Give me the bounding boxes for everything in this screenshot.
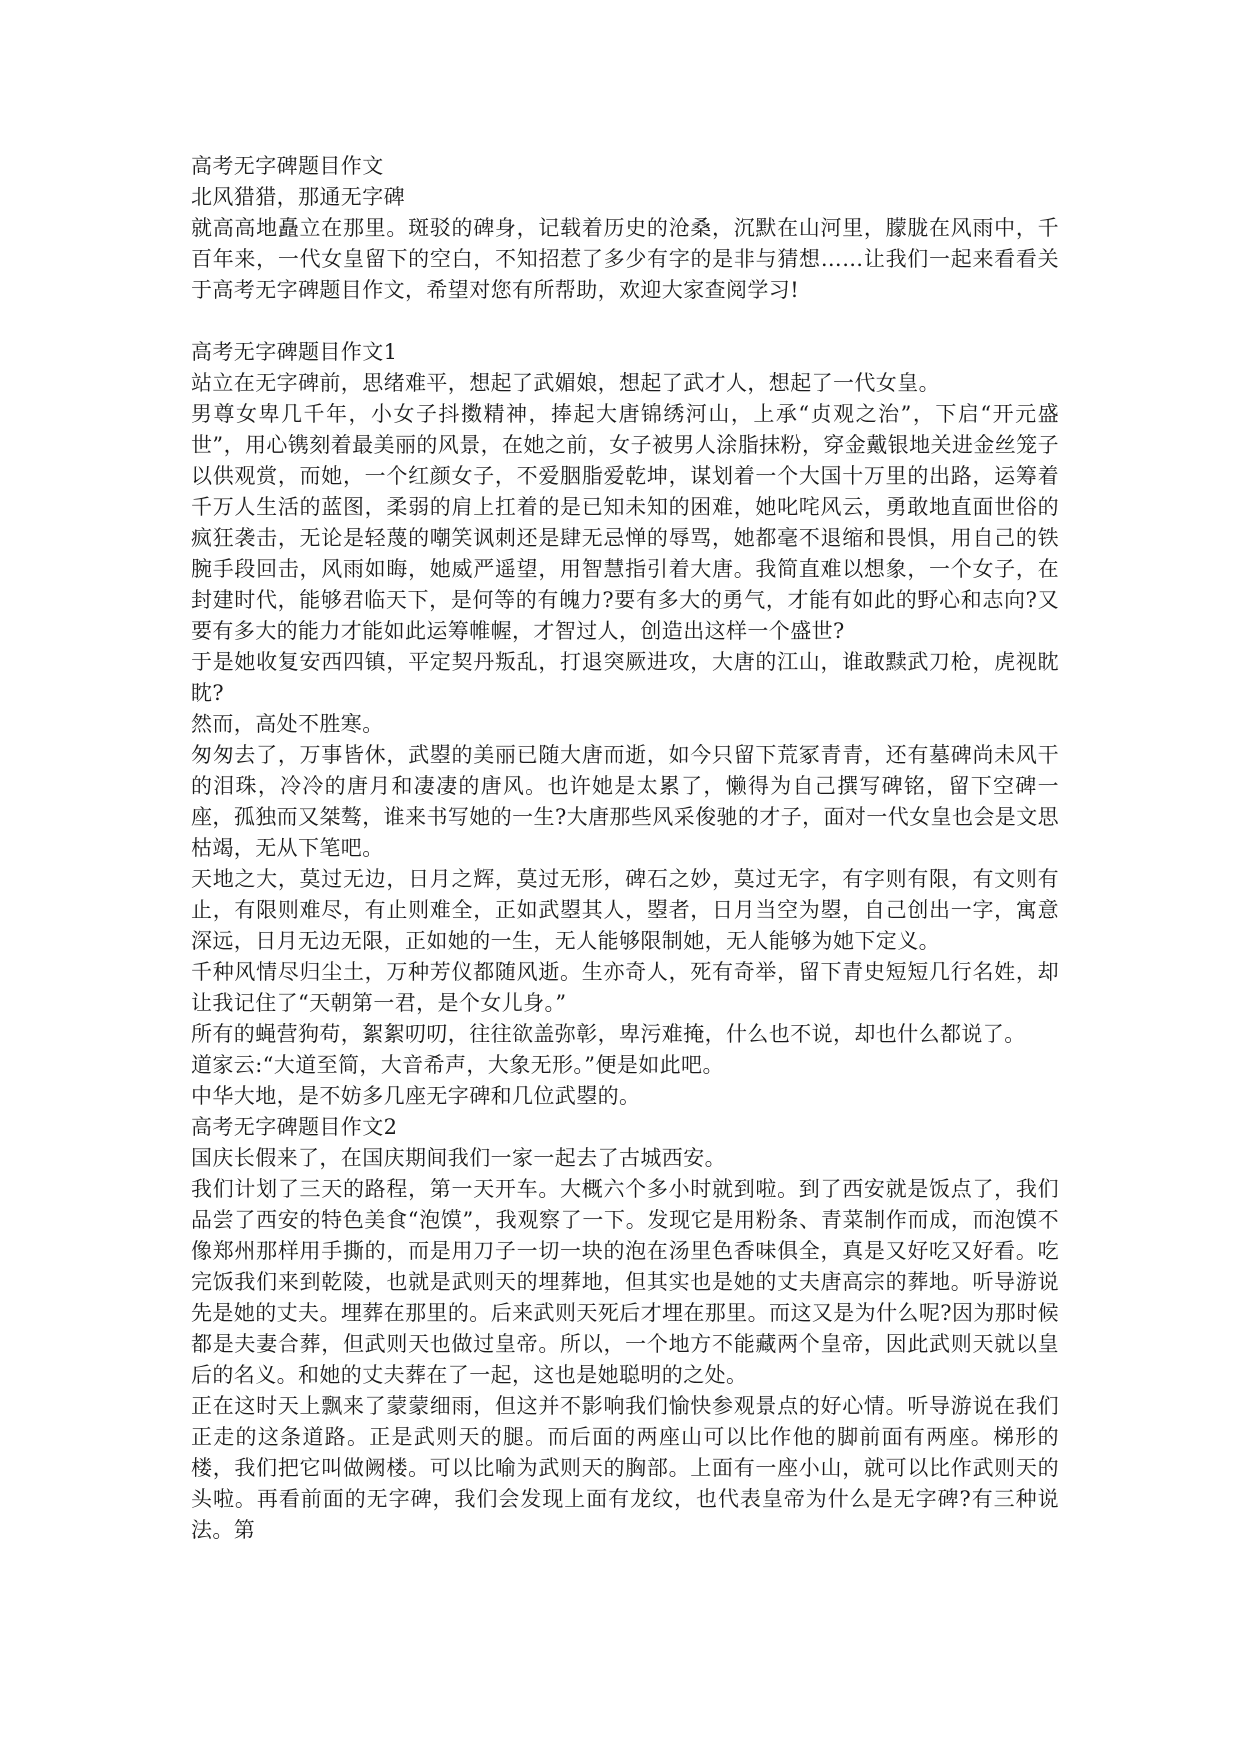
intro-paragraph: 就高高地矗立在那里。斑驳的碑身，记载着历史的沧桑，沉默在山河里，朦胧在风雨中，千百年来，一代女皇留下的空白，不知招惹了多少有字的是非与猜想……让我们一起来看看关于高考无字碑题目作文，希望对您有所帮助，欢迎大家查阅学习!: [191, 216, 1059, 302]
essay-2-paragraph: 正在这时天上飘来了蒙蒙细雨，但这并不影响我们愉快参观景点的好心情。听导游说在我们正走的这条道路。正是武则天的腿。而后面的两座山可以比作他的脚前面有两座。梯形的楼，我们把它叫做阙楼。可以比喻为武则天的胸部。上面有一座小山，就可以比作武则天的头啦。再看前面的无字碑，我们会发现上面有龙纹，也代表皇帝为什么是无字碑?有三种说法。第: [191, 1394, 1059, 1542]
document-subtitle: 北风猎猎，那通无字碑: [191, 185, 405, 209]
essay-1-paragraph: 站立在无字碑前，思绪难平，想起了武媚娘，想起了武才人，想起了一代女皇。: [191, 371, 940, 395]
essay-2-heading: 高考无字碑题目作文2: [191, 1115, 398, 1139]
document-title: 高考无字碑题目作文: [191, 154, 384, 178]
essay-1-paragraph: 中华大地，是不妨多几座无字碑和几位武曌的。: [191, 1084, 641, 1108]
essay-1-paragraph: 男尊女卑几千年，小女子抖擞精神，捧起大唐锦绣河山，上承“贞观之治”，下启“开元盛世”，用心镌刻着最美丽的风景，在她之前，女子被男人涂脂抹粉，穿金戴银地关进金丝笼子以供观赏，而她，一个红颜女子，不爱胭脂爱乾坤，谋划着一个大国十万里的出路，运筹着千万人生活的蓝图，柔弱的肩上扛着的是已知未知的困难，她叱咤风云，勇敢地直面世俗的疯狂袭击，无论是轻蔑的嘲笑讽刺还是肆无忌惮的辱骂，她都毫不退缩和畏惧，用自己的铁腕手段回击，风雨如晦，她威严遥望，用智慧指引着大唐。我简直难以想象，一个女子，在封建时代，能够君临天下，是何等的有魄力?要有多大的勇气，才能有如此的野心和志向?又要有多大的能力才能如此运筹帷幄，才智过人，创造出这样一个盛世?: [191, 402, 1059, 643]
essay-1-paragraph: 天地之大，莫过无边，日月之辉，莫过无形，碑石之妙，莫过无字，有字则有限，有文则有止，有限则难尽，有止则难全，正如武曌其人，曌者，日月当空为曌，自己创出一字，寓意深远，日月无边无限，正如她的一生，无人能够限制她，无人能够为她下定义。: [191, 867, 1059, 953]
essay-1-paragraph: 然而，高处不胜寒。: [191, 712, 384, 736]
essay-1-paragraph: 匆匆去了，万事皆休，武曌的美丽已随大唐而逝，如今只留下荒冢青青，还有墓碑尚未风干的泪珠，冷冷的唐月和凄凄的唐风。也许她是太累了，懒得为自己撰写碑铭，留下空碑一座，孤独而又桀骜，谁来书写她的一生?大唐那些风采俊驰的才子，面对一代女皇也会是文思枯竭，无从下笔吧。: [191, 743, 1059, 860]
essay-1-paragraph: 道家云:“大道至简，大音希声，大象无形。”便是如此吧。: [191, 1053, 724, 1077]
blank-line: [191, 306, 1059, 337]
essay-2-paragraph: 我们计划了三天的路程，第一天开车。大概六个多小时就到啦。到了西安就是饭点了，我们品尝了西安的特色美食“泡馍”，我观察了一下。发现它是用粉条、青菜制作而成，而泡馍不像郑州那样用手撕的，而是用刀子一切一块的泡在汤里色香味俱全，真是又好吃又好看。吃完饭我们来到乾陵，也就是武则天的埋葬地，但其实也是她的丈夫唐高宗的葬地。听导游说先是她的丈夫。埋葬在那里的。后来武则天死后才埋在那里。而这又是为什么呢?因为那时候都是夫妻合葬，但武则天也做过皇帝。所以，一个地方不能藏两个皇帝，因此武则天就以皇后的名义。和她的丈夫葬在了一起，这也是她聪明的之处。: [191, 1177, 1059, 1387]
essay-1-paragraph: 千种风情尽归尘土，万种芳仪都随风逝。生亦奇人，死有奇举，留下青史短短几行名姓，却让我记住了“天朝第一君，是个女儿身。”: [191, 960, 1059, 1015]
document-body: [191, 151, 1059, 1546]
essay-1-paragraph: 于是她收复安西四镇，平定契丹叛乱，打退突厥进攻，大唐的江山，谁敢黩武刀枪，虎视眈眈?: [191, 650, 1059, 705]
essay-1-heading: 高考无字碑题目作文1: [191, 340, 398, 364]
essay-1-paragraph: 所有的蝇营狗苟，絮絮叨叨，往往欲盖弥彰，卑污难掩，什么也不说，却也什么都说了。: [191, 1022, 1026, 1046]
essay-2-paragraph: 国庆长假来了，在国庆期间我们一家一起去了古城西安。: [191, 1146, 726, 1170]
